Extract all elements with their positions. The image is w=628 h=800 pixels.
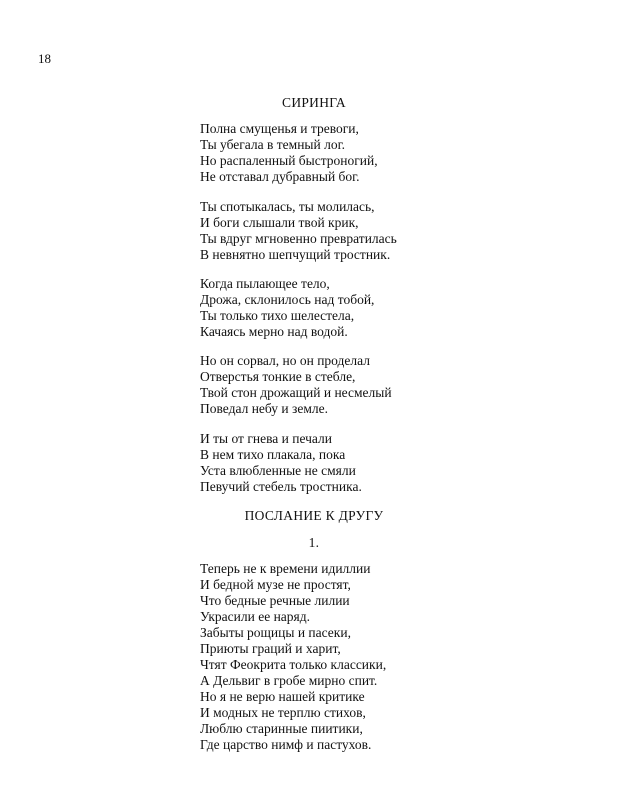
poem-line: Ты спотыкалась, ты молилась, (200, 199, 375, 214)
stanza-5 (200, 431, 362, 495)
stanza-6 (200, 561, 386, 753)
poem-line: Люблю старинные пиитики, (200, 721, 363, 736)
section-number: 1. (308, 535, 320, 550)
poem-line: Приюты граций и харит, (200, 641, 341, 656)
poem-line: Что бедные речные лилии (200, 593, 350, 608)
poem-title-poslanie: ПОСЛАНИЕ К ДРУГУ (244, 508, 384, 523)
stanza-1 (200, 121, 378, 185)
poem-line: В невнятно шепчущий тростник. (200, 247, 391, 262)
poem-line: Отверстья тонкие в стебле, (200, 369, 356, 384)
poem-line: Где царство нимф и пастухов. (200, 737, 372, 752)
stanza-3 (200, 276, 374, 340)
stanza-4 (200, 353, 392, 417)
poem-line: Поведал небу и земле. (200, 401, 328, 416)
poem-line: В нем тихо плакала, пока (200, 447, 346, 462)
poem-title-siringa: СИРИНГА (282, 95, 346, 110)
poem-line: Дрожа, склонилось над тобой, (200, 292, 375, 307)
poem-line: Полна смущенья и тревоги, (200, 121, 359, 136)
poem-line: Теперь не к времени идиллии (200, 561, 371, 576)
poem-line: Но распаленный быстроногий, (200, 153, 378, 168)
poem-line: Уста влюбленные не смяли (200, 463, 356, 478)
poem-line: И бедной музе не простят, (200, 577, 351, 592)
poem-line: И боги слышали твой крик, (200, 215, 359, 230)
poem-line: Когда пылающее тело, (200, 276, 330, 291)
poem-line: Не отставал дубравный бог. (200, 169, 360, 184)
page-number: 18 (38, 51, 51, 66)
poem-line: Певучий стебель тростника. (200, 479, 362, 494)
poem-line: И ты от гнева и печали (200, 431, 332, 446)
poem-line: Ты только тихо шелестела, (200, 308, 355, 323)
poem-line: Украсили ее наряд. (200, 609, 311, 624)
poem-line: Твой стон дрожащий и несмелый (200, 385, 392, 400)
poem-line: Ты убегала в темный лог. (200, 137, 345, 152)
poem-line: А Дельвиг в гробе мирно спит. (200, 673, 378, 688)
poem-line: Забыты рощицы и пасеки, (200, 625, 351, 640)
poem-line: Но он сорвал, но он проделал (200, 353, 370, 368)
poem-line: Но я не верю нашей критике (200, 689, 365, 704)
poem-line: Ты вдруг мгновенно превратилась (200, 231, 397, 246)
poem-line: Чтят Феокрита только классики, (200, 657, 387, 672)
poem-line: Качаясь мерно над водой. (200, 324, 348, 339)
poem-line: И модных не терплю стихов, (200, 705, 366, 720)
stanza-2 (200, 199, 397, 263)
